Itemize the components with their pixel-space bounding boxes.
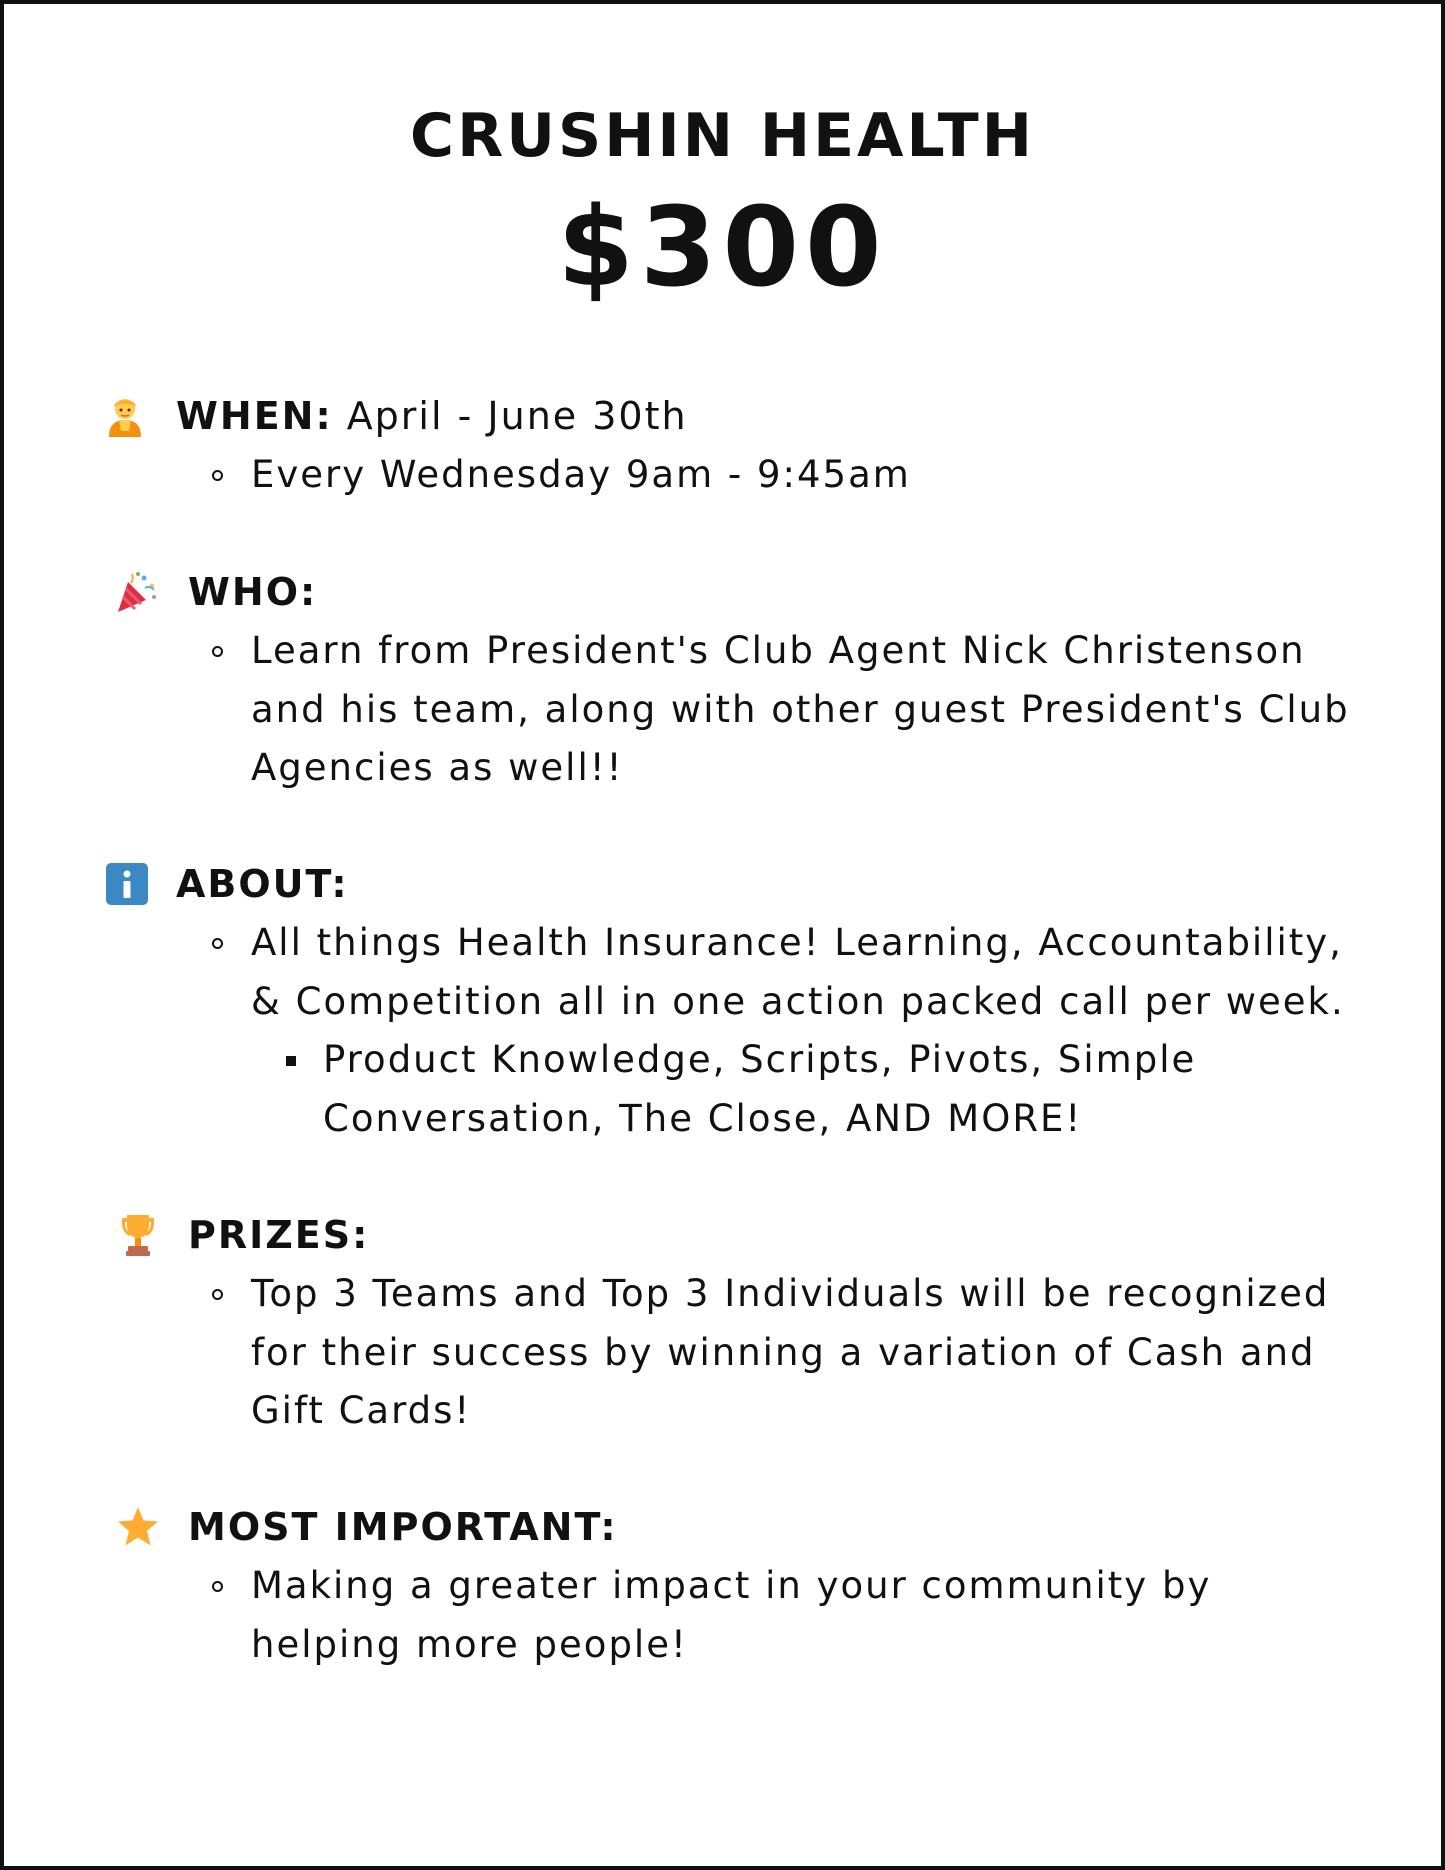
most-important-label: MOST IMPORTANT: [188,1505,618,1549]
when-heading [176,388,688,444]
bullet-circle-icon [212,1581,223,1592]
person-icon [103,394,147,438]
who-label: WHO: [188,570,318,614]
prizes-heading [188,1207,369,1263]
about-sub-bullet: Product Knowledge, Scripts, Pivots, Simple Conversation, The Close, AND MORE! [323,1038,1197,1140]
star-icon [116,1505,160,1549]
who-heading [188,564,317,620]
party-popper-icon [114,570,158,614]
about-heading [176,856,349,912]
bullet-circle-icon [212,938,223,949]
about-label: ABOUT: [176,862,349,906]
who-bullet: Learn from President's Club Agent Nick Christenson and his team, along with other guest President's Club Agencies as well!! [251,629,1350,789]
when-bullet: Every Wednesday 9am - 9:45am [251,453,911,496]
flyer-title: CRUSHIN HEALTH [410,101,1035,171]
bullet-circle-icon [212,646,223,657]
bullet-square-icon [286,1056,296,1066]
bullet-circle-icon [212,470,223,481]
information-icon [105,862,149,906]
bullet-circle-icon [212,1289,223,1300]
trophy-icon [116,1213,160,1257]
when-value: April - June 30th [346,394,688,438]
most-important-bullet: Making a greater impact in your community by helping more people! [251,1564,1212,1666]
prizes-bullet: Top 3 Teams and Top 3 Individuals will be recognized for their success by winning a variation of Cash and Gift Cards! [251,1272,1330,1432]
about-bullet: All things Health Insurance! Learning, Accountability, & Competition all in one action packed call per week. [251,921,1345,1023]
most-important-heading [188,1499,618,1555]
prizes-label: PRIZES: [188,1213,370,1257]
price-amount: $300 [557,183,888,311]
when-label: WHEN: [176,394,333,438]
